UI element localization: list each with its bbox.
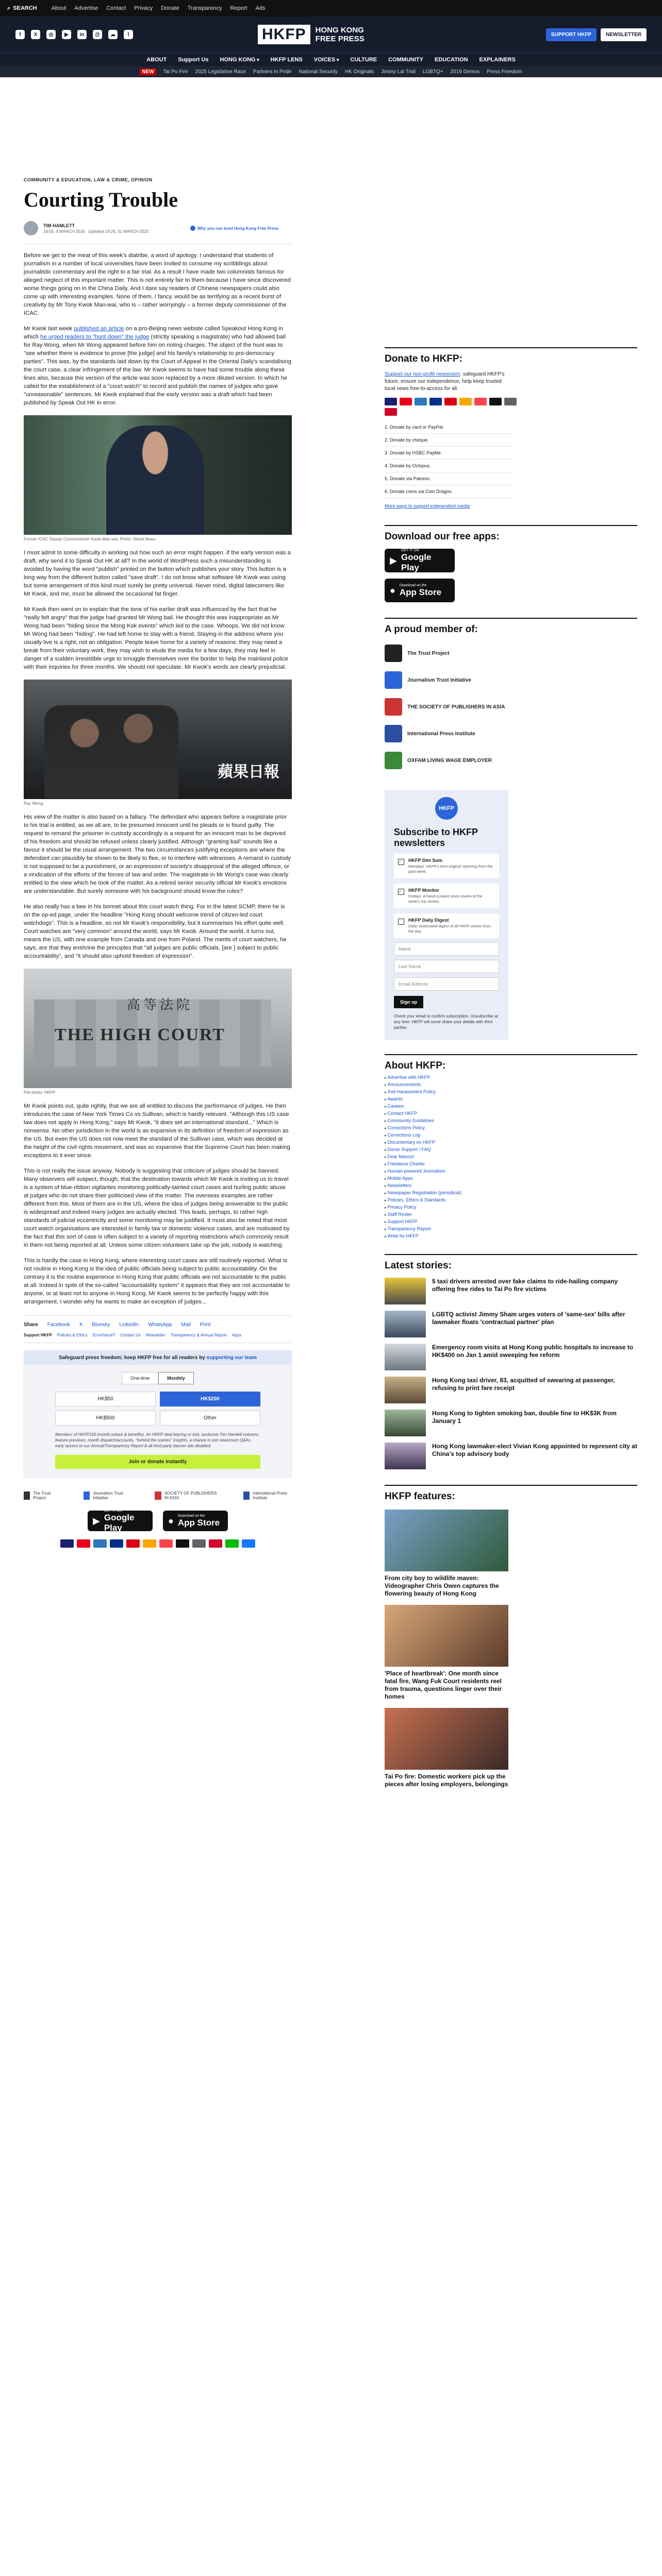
bluesky-icon[interactable]: ☁ — [108, 30, 118, 39]
site-logo[interactable] — [258, 25, 365, 44]
support-team-link[interactable]: supporting our team — [206, 1355, 257, 1361]
sidebar-apps — [385, 525, 637, 602]
article-paragraph: I must admit to some difficulty in working out how such an error might happen. If the early version was a draft, why send it to Speak Out HK at all? In the world of WordPress such a misunderstanding is avoided by having the word "publish" printed on the button which publishes your story. This button is a long way from the different button called "save draft". I do not know what software Mr Kwok was using but some arrangement of this kind must surely be pretty universal. Never mind, digital latecomers like Mr Kwok, and me, must be allowed the occasional fat finger. — [24, 550, 291, 597]
utility-link[interactable]: Contact — [106, 5, 126, 11]
paypal-icon — [110, 1539, 123, 1548]
amount-option[interactable]: HK$500 — [55, 1411, 156, 1426]
payme-icon — [126, 1539, 140, 1548]
member-org[interactable]: OXFAM LIVING WAGE EMPLOYER — [385, 752, 637, 769]
share-x[interactable]: X — [79, 1322, 83, 1328]
visa-icon — [385, 398, 397, 405]
about-link[interactable]: ▸ Documentary on HKFP — [385, 1139, 508, 1146]
checkbox[interactable]: ✓ — [398, 859, 404, 865]
utility-link[interactable]: Donate — [161, 5, 179, 11]
sidebar-about — [385, 1054, 637, 1240]
logo-mark: HKFP — [258, 25, 310, 44]
article — [24, 155, 292, 1548]
payment-methods — [24, 1539, 292, 1548]
google-play-badge[interactable]: ▶ GET IT ON Google Play — [88, 1511, 153, 1531]
utility-links — [52, 5, 266, 11]
latest-story[interactable]: LGBTQ activist Jimmy Sham urges voters of 'same-sex' bills after lawmaker floats 'contractual partner' plan — [385, 1311, 637, 1337]
about-link[interactable]: ▸ Write for HKFP — [385, 1232, 508, 1240]
about-link[interactable]: ▸ Community Guidelines — [385, 1117, 508, 1124]
sidebar-heading: Download our free apps: — [385, 531, 500, 542]
main-nav — [0, 53, 662, 66]
photo-high-court — [24, 969, 292, 1088]
newsletter-title: Subscribe to HKFP newsletters — [394, 827, 478, 848]
donate-option[interactable]: 6. Donate coins via Coin Dragon. — [385, 485, 514, 498]
payment-cards — [385, 398, 519, 416]
utility-link[interactable]: Transparency — [187, 5, 222, 11]
paypal-icon — [429, 398, 442, 405]
octopus-icon — [459, 398, 472, 405]
photo-caption: File photo: HKFP. — [24, 1090, 56, 1095]
about-link[interactable]: ▸ Donor Support / FAQ — [385, 1146, 508, 1153]
visa-icon — [60, 1539, 74, 1548]
feature-story[interactable]: 'Place of heartbreak': One month since fatal fire, Wang Fuk Court residents reel from trauma, questions linger over their homes — [385, 1605, 508, 1701]
play-icon: ▶ — [390, 555, 397, 566]
court-sign-chinese: 高等法院 — [127, 997, 193, 1013]
article-footer-links — [24, 1333, 292, 1343]
story-thumbnail — [385, 1278, 426, 1304]
app-store-badge[interactable]: ● Download on the App Store — [163, 1511, 228, 1531]
footer-app-stores — [24, 1511, 292, 1531]
article-link[interactable]: published an article — [74, 326, 124, 332]
footer-link[interactable]: Newsletter — [145, 1333, 166, 1337]
nav-item[interactable]: CULTURE — [350, 56, 377, 63]
nav-item[interactable]: VOICES ▾ — [314, 57, 339, 63]
sopa-logo — [385, 698, 402, 716]
article-title: Courting Trouble — [24, 188, 178, 211]
article-paragraph: Mr Kwok last week published an article on a pro-Beijing news website called Speakout Hong Kong in which he urged readers to "hunt down" the judge (strictly speaking a magistrate) who had allowed bail for Ray Wong, when Mr Wong appeared before him on rioting charges. The object of the hunt was to "see whether there is evidence to prove [the judge] and his family's relationship to pro-democracy parties". This was, by the standards laid down by the Court of Appeal in the Oriental Daily's scandalising the court case, a clear infringement of the law. Mr Kwok seems to have had some trouble along these lines also, because this version of the article was soon replaced by a more diluted version. In which he called for the establishment of a "court watch" to record and publish the names of judges who gave "unreasonable" sentences. Mr Kwok explained that the early version was a draft which had been published by Speak Out HK in error. — [24, 326, 291, 406]
footer-link[interactable]: Transparency & Annual Report — [170, 1333, 227, 1337]
trust-project-logo — [385, 645, 402, 662]
email-field[interactable]: Email Address — [394, 977, 499, 991]
share-whatsapp[interactable]: WhatsApp — [148, 1322, 172, 1328]
trust-logo[interactable]: SOCIETY OF PUBLISHERS IN ASIA — [155, 1491, 217, 1500]
sidebar-donate: Donate to HKFP: Support our non-profit newsroom: safeguard HKFP's future, ensure our independence, help keep trusted local news free-to-access for all. 1. Donate by card or PayPal. 2. Donate by cheque. 3. Donate by HSBC PayMe. 4. Donate by Octopus. 5. Donate via Patreon. 6. Donate coins via Coin Dragon. More ways to support independent media — [385, 347, 637, 509]
mastercard-icon — [77, 1539, 90, 1548]
latest-story[interactable]: 5 taxi drivers arrested over fake claims to ride-hailing company offering free rides to Tai Po fire victims — [385, 1278, 637, 1304]
feature-image — [385, 1605, 508, 1667]
sidebar — [385, 155, 637, 1788]
photo-tony-kwok — [24, 415, 292, 535]
linkedin-icon[interactable]: in — [77, 30, 87, 39]
utility-link[interactable]: Report — [230, 5, 247, 11]
search-toggle[interactable]: ⌕ SEARCH — [7, 5, 37, 11]
google-play-badge[interactable]: ▶ GET IT ON Google Play — [385, 549, 455, 572]
newsletter-option[interactable]: HKFP Daily Digest Daily: Automated digest of all HKFP stories from the day. — [394, 913, 499, 938]
sidebar-heading: About HKFP: — [385, 1060, 446, 1071]
about-link[interactable]: ▸ Advertise with HKFP — [385, 1074, 508, 1081]
support-link[interactable]: Support HKFP — [24, 1333, 52, 1337]
trust-logo[interactable]: The Trust Project — [24, 1491, 58, 1500]
inline-donate-box — [24, 1350, 292, 1478]
utility-link[interactable]: About — [51, 5, 67, 11]
article-paragraph: This is hardly the case in Hong Kong, where interesting court cases are still routinely reported. What is not routine in Hong Kong is the idea of public officials being subject to public accountability. On the contrary it is the routine experience in Hong Kong that public officials are not accountable to the public at all. Indeed in spite of the so-called "accountability system" it appears that they are not accountable to anyone, or at least not to anyone in Hong Kong. Mr Kwok seems to be perfectly happy with this arrangement. I wonder why he wants to make an exception of judges... — [24, 1258, 290, 1305]
article-paragraph: Mr Kwok then went on to explain that the tone of his earlier draft was influenced by the fact that he "really felt angry" that the judge had granted Mr Wong bail. He thought this was inappropriate as Mr Wong had been "hiding since the Mong Kok events" which led to the case. Whoops. We did not know Mr Wong had been "hiding". He had left home to stay with a friend. Staying in the address where you usually live is a right, not an obligation. People leave home for a variety of reasons: they may need a break from their voluntary work, they may wish to elude the media for a few days, they may feel in danger of a sudden irresistible urge to smuggle themselves over the border to help the mainland police with their inquiries for three months. We should not speculate. Mr Kwok's words are clearly prejudicial. — [24, 606, 289, 670]
utility-link[interactable]: Privacy — [134, 5, 153, 11]
about-link[interactable]: ▸ Anti-Harassment Policy — [385, 1088, 508, 1095]
feature-story[interactable]: Tai Po fire: Domestic workers pick up the pieces after losing employers, belongings — [385, 1708, 508, 1788]
facebook-icon[interactable]: f — [15, 30, 25, 39]
last-name-field[interactable]: Last Name — [394, 960, 499, 973]
about-link[interactable]: ▸ Freelance Charter — [385, 1160, 508, 1167]
story-thumbnail — [385, 1344, 426, 1370]
threads-icon[interactable]: @ — [93, 30, 102, 39]
footer-link[interactable]: Apps — [231, 1333, 242, 1337]
about-links — [385, 1074, 508, 1240]
site-header — [0, 16, 662, 53]
share-facebook[interactable]: Facebook — [47, 1322, 70, 1328]
article-paragraph: This is not really the issue anyway. Nobody is suggesting that criticism of judges should be banned. Many observers will suspect, though, that the destination towards which Mr Kwok is inviting us to travel is a system of blue-ribbon vigilantes monitoring politically-tainted court cases and hurling public abuse at judges who do not share their politicised view of the matter. The overseas examples are rather different from this. Most of them are in the US, where the idea of judges being answerable to the public is widespread and indeed many judges are actually elected. This leads, perhaps, to rather high standards of judicial eccentricity and some monitoring may be justified. It must also be noted that most court watch organisations are interested in family law or domestic violence cases, and are motivated by the fact that this sort of case is often subject to a variety of reporting restrictions which commonly result in them not being reported at all. Unless some citizen volunteers take up the job, nobody is watching. — [24, 1168, 290, 1248]
footer-link[interactable]: Error/Issue? — [92, 1333, 115, 1337]
unionpay-icon — [385, 408, 397, 416]
rss-icon[interactable]: ⌇ — [124, 30, 133, 39]
trust-logo[interactable]: International Press Institute — [243, 1491, 292, 1500]
about-link[interactable]: ▸ Dear Mascot — [385, 1153, 508, 1160]
newsletter-note: Check your email to confirm subscription. Unsubscribe at any time. HKFP will never share your details with third parties. — [394, 1014, 498, 1030]
about-link[interactable]: ▸ Careers — [385, 1103, 508, 1110]
author-name[interactable]: TIM HAMLETT — [43, 223, 75, 228]
donation-amounts — [24, 1384, 291, 1426]
feature-image — [385, 1510, 508, 1571]
search-icon: ⌕ — [7, 5, 11, 11]
newsletter-option[interactable]: ✓ HKFP Monitor Fridays: A hand-curated news review of the week's top stories. — [394, 884, 499, 908]
join-donate-button[interactable]: Join or donate instantly — [55, 1455, 260, 1469]
play-icon: ▶ — [93, 1515, 100, 1526]
amex-icon — [415, 398, 427, 405]
photo-watermark: 蘋果日報 — [218, 763, 279, 781]
freq-one-time[interactable]: One-time — [122, 1372, 158, 1384]
sidebar-latest — [385, 1254, 637, 1469]
sidebar-heading: Latest stories: — [385, 1260, 452, 1271]
utility-link[interactable]: Advertise — [74, 5, 98, 11]
member-org[interactable]: International Press Institute — [385, 725, 637, 742]
about-link[interactable]: ▸ Newspaper Registration (periodical) — [385, 1189, 508, 1196]
newsletter-button[interactable]: NEWSLETTER — [601, 28, 647, 41]
info-icon — [190, 226, 195, 231]
about-link[interactable]: ▸ Support HKFP — [385, 1218, 508, 1225]
oxfam-logo — [385, 752, 402, 769]
feature-image — [385, 1708, 508, 1770]
apple-icon: ● — [390, 585, 395, 596]
support-newsroom-link[interactable]: Support our non-profit newsroom — [385, 371, 460, 377]
first-name-field[interactable]: Name — [394, 942, 499, 956]
member-perks: Members of HKFP150 (month unlock & benefits). An HKFP deal keyring or tote, exclusive Tim Hamlett columns, feature previews, month dispatch/accounts, "behind the scenes" insights, a chance to join newsroom Q&As, early access to our Annual/Transparency Report & all third-party banner ads disabled. — [55, 1432, 260, 1448]
latest-story[interactable]: Emergency room visits at Hong Kong public hospitals to increase to HK$400 on Jan 1 amid sweeping fee reform — [385, 1344, 637, 1370]
trending-link[interactable]: National Security — [299, 69, 338, 75]
sidebar-memberships — [385, 618, 637, 769]
amount-option[interactable]: HK$200 — [160, 1392, 260, 1406]
about-link[interactable]: ▸ Contact HKFP — [385, 1110, 508, 1117]
unionpay-icon — [209, 1539, 222, 1548]
freq-monthly[interactable]: Monthly — [158, 1372, 194, 1384]
member-org[interactable]: The Trust Project — [385, 645, 637, 662]
trending-link[interactable]: Jimmy Lai Trial — [381, 69, 416, 75]
nav-item[interactable]: COMMUNITY — [388, 56, 423, 63]
article-paragraph: Mr Kwok points out, quite rightly, that we are all entitled to discuss the performance of judges. He then introduces the case of New York Times Co vs Sullivan, which is hardly relevant. "Although this US case law does not apply in Hong Kong," says Mr Kwok, "it does set an international standard..." Which is nonsense. No other jurisdiction in the world is as expansive in its definition of freedom of expression as the US. But even the US does not now meet the standard of the Sullivan case, which was decided at the height of the civil rights movement, and was so expansive that the Supreme Court has been making exceptions to it ever since. — [24, 1103, 290, 1159]
nav-item[interactable]: HONG KONG ▾ — [220, 57, 259, 63]
checkbox[interactable] — [398, 919, 404, 925]
publish-date: 16:05, 4 MARCH 2016 Updated 19:26, 31 MARCH 2020 — [43, 229, 149, 234]
trust-logo[interactable]: Journalism Trust Initiative — [84, 1491, 129, 1500]
article-link[interactable]: he urged readers to "hunt down" the judge — [40, 334, 150, 340]
article-figure — [24, 415, 292, 541]
newsletter-signup — [385, 790, 508, 1040]
nav-item[interactable]: EDUCATION — [434, 56, 468, 63]
donate-headline: Safeguard press freedom; keep HKFP free for all readers by supporting our team — [24, 1351, 291, 1365]
article-paragraph: His view of the matter is also based on a fallacy. The defendant who appears before a magistrate prior to his trial is entitled, as we all are, to be presumed innocent until he pleads or is found guilty. The request to remand the prisoner in custody accordingly is a request for an innocent man to be deprived of his freedom and should be refused unless clearly justified. Although "granting bail" sounds like a favour it should be the usual arrangement. The two circumstances justifying exceptions are where the defendant can plausibly be shown to be likely to flee, or to interfere with witnesses. A remand in custody is not supposed to be a punishment, or an expression of society's disapproval of the alleged offence, or a vindication of the efforts of the forces of law and order. The magistrate in Mr Wong's case was clearly entitled to the view which he took of the matter. As a retired senior security official Mr Kwok's emotions are understandable. But surely someone with his background should know the rules? — [24, 814, 291, 894]
about-link[interactable]: ▸ Mobile Apps — [385, 1175, 508, 1182]
share-linkedin[interactable]: LinkedIn — [119, 1322, 139, 1328]
author-avatar — [24, 221, 38, 235]
nav-item[interactable]: ABOUT — [146, 56, 167, 63]
article-paragraph: Before we get to the meat of this week's diatribe, a word of apology. I understand that students of journalism in a number of local universities have been invited to consume my scribblings about journalistic commentary and the right to a fair trial. As a result I have made two columnists famous for alleged neglect of this important matter. This is not entirely fair to them because I have since discovered worse things going on in the China Daily. And I dare say readers of Chinese newspapers could also come up with interesting examples. None of them, I fancy, would be as terrifying as a recent burst of creativity by Mr Tony Kwok Man-wai, who is – rather worryingly – a former deputy commissioner of the ICAC. — [24, 252, 291, 316]
member-org[interactable]: Journalism Trust Initiative — [385, 671, 637, 689]
logo-wordmark: HONG KONG FREE PRESS — [315, 26, 365, 43]
google-pay-icon — [192, 1539, 206, 1548]
patreon-icon — [474, 398, 487, 405]
payme-icon — [444, 398, 457, 405]
new-badge: NEW — [140, 69, 156, 75]
sidebar-heading: HKFP features: — [385, 1491, 455, 1502]
latest-story[interactable]: Hong Kong to tighten smoking ban, double fine to HK$3K from January 1 — [385, 1410, 637, 1436]
share-bluesky[interactable]: Bluesky — [92, 1322, 110, 1328]
google-pay-icon — [504, 398, 517, 405]
trending-link[interactable]: Partners in Pride — [253, 69, 292, 75]
donation-frequency — [24, 1372, 291, 1384]
article-figure — [24, 680, 292, 806]
patreon-icon — [159, 1539, 173, 1548]
about-link[interactable]: ▸ Corrections Log — [385, 1131, 508, 1139]
nav-item[interactable]: Support Us — [178, 56, 209, 63]
hkfp-badge: HKFP — [435, 797, 458, 820]
article-paragraph: He also really has a bee in his bonnet about this court watch thing. For in the latest SCMP, there he is on the op-ed page, under the headline "Hong Kong should welcome trend of citizen-led court watchdogs". This is a headline, so not Mr Kwok's responsibility, but it summarises his effort quite well. Court watches are "very common" around the world, says Mr Kwok. Around the world, it turns out, means the US, with one example from Canada and one from Poland. The merits of court watchers, he says, are that they enshrine the principles that "all judges are public officials, [are ] subject to public accountability", and "it should also uphold freedom of expression". — [24, 904, 287, 959]
top-utility-bar — [0, 0, 662, 16]
about-link[interactable]: ▸ Newsletters — [385, 1182, 508, 1189]
header-buttons — [546, 28, 647, 41]
donate-option[interactable]: 4. Donate by Octopus. — [385, 460, 514, 472]
ipi-logo — [385, 725, 402, 742]
court-sign: THE HIGH COURT — [55, 1025, 225, 1044]
member-org[interactable]: THE SOCIETY OF PUBLISHERS IN ASIA — [385, 698, 637, 716]
jti-logo — [385, 671, 402, 689]
story-thumbnail — [385, 1377, 426, 1403]
trending-bar — [0, 66, 662, 77]
amount-option[interactable]: Other — [160, 1411, 260, 1426]
byline — [24, 221, 292, 235]
app-store-badge[interactable]: ● Download on the App Store — [385, 579, 455, 602]
nav-item[interactable]: HKFP LENS — [270, 56, 303, 63]
about-link[interactable]: ▸ Announcements — [385, 1081, 508, 1088]
trending-link[interactable]: 2019 Demos — [450, 69, 480, 75]
instagram-icon[interactable]: ◎ — [46, 30, 56, 39]
about-link[interactable]: ▸ Staff Roster — [385, 1211, 508, 1218]
about-link[interactable]: ▸ Policies, Ethics & Standards — [385, 1196, 508, 1204]
donate-option[interactable]: 5. Donate via Patreon. — [385, 472, 514, 485]
amex-icon — [93, 1539, 107, 1548]
story-thumbnail — [385, 1311, 426, 1337]
footer-link[interactable]: Contact Us — [120, 1333, 141, 1337]
article-category[interactable]: COMMUNITY & EDUCATION, LAW & CRIME, OPINION — [24, 177, 153, 182]
share-label: Share — [24, 1322, 38, 1328]
amount-option[interactable]: HK$50 — [55, 1392, 156, 1406]
trending-link[interactable]: LGBTQ+ — [422, 69, 443, 75]
sidebar-heading: A proud member of: — [385, 624, 478, 635]
about-link[interactable]: ▸ Corrections Policy — [385, 1124, 508, 1131]
sidebar-heading: Donate to HKFP: — [385, 353, 462, 364]
about-link[interactable]: ▸ Privacy Policy — [385, 1204, 508, 1211]
why-trust-link[interactable]: Why you can trust Hong Kong Free Press — [190, 226, 279, 231]
share-print[interactable]: Print — [200, 1322, 211, 1328]
alipay-icon — [242, 1539, 255, 1548]
trending-link[interactable]: Press Freedom — [487, 69, 522, 75]
newsletter-option[interactable]: ✓ HKFP Dim Sum Mondays: HKFP's best original reporting from the past week. — [394, 854, 499, 878]
story-thumbnail — [385, 1410, 426, 1436]
more-ways-link[interactable]: More ways to support independent media — [385, 503, 470, 509]
share-mail[interactable]: Mail — [181, 1322, 191, 1328]
share-bar — [24, 1315, 292, 1328]
octopus-icon — [143, 1539, 156, 1548]
donate-option[interactable]: 3. Donate by HSBC PayMe. — [385, 447, 514, 460]
apple-pay-icon — [489, 398, 502, 405]
signup-button[interactable]: Sign up — [394, 996, 423, 1008]
story-thumbnail — [385, 1443, 426, 1469]
about-link[interactable]: ▸ Human-powered Journalism — [385, 1167, 508, 1175]
donate-option[interactable]: 2. Donate by cheque. — [385, 434, 514, 447]
article-figure — [24, 969, 292, 1095]
apple-pay-icon — [176, 1539, 189, 1548]
footer-link[interactable]: Policies & Ethics — [57, 1333, 88, 1337]
photo-ray-wong — [24, 680, 292, 799]
footer-trust-logos — [24, 1491, 292, 1500]
support-hkfp-button[interactable]: SUPPORT HKFP — [546, 28, 597, 41]
about-link[interactable]: ▸ Transparency Report — [385, 1225, 508, 1232]
apple-icon: ● — [168, 1515, 174, 1526]
social-links — [15, 30, 186, 39]
photo-caption: Ray Wong. — [24, 801, 44, 806]
photo-caption: Former ICAC Deputy Commissioner Kwok Man-wai. Photo: Stand News. — [24, 537, 157, 541]
donate-option[interactable]: 1. Donate by card or PayPal. — [385, 421, 514, 434]
feature-story[interactable]: From city boy to wildlife maven: Videographer Chris Owen captures the flowering beauty of Hong Kong — [385, 1510, 508, 1598]
trending-link[interactable]: Tai Po Fire — [163, 69, 188, 75]
mastercard-icon — [400, 398, 412, 405]
checkbox[interactable]: ✓ — [398, 889, 404, 895]
nav-item[interactable]: EXPLAINERS — [479, 56, 516, 63]
x-icon[interactable]: X — [31, 30, 40, 39]
latest-story[interactable]: Hong Kong lawmaker-elect Vivian Kong appointed to represent city at China's top advisory body — [385, 1443, 637, 1469]
donate-options — [385, 421, 514, 498]
latest-story[interactable]: Hong Kong taxi driver, 83, acquitted of swearing at passenger, refusing to print fare receipt — [385, 1377, 637, 1403]
youtube-icon[interactable]: ▶ — [62, 30, 71, 39]
trending-link[interactable]: 2025 Legislative Race — [195, 69, 246, 75]
trending-link[interactable]: HK Originals — [344, 69, 374, 75]
utility-link[interactable]: Ads — [255, 5, 266, 11]
about-link[interactable]: ▸ Awards — [385, 1095, 508, 1103]
sidebar-features — [385, 1485, 637, 1788]
wechat-pay-icon — [225, 1539, 239, 1548]
